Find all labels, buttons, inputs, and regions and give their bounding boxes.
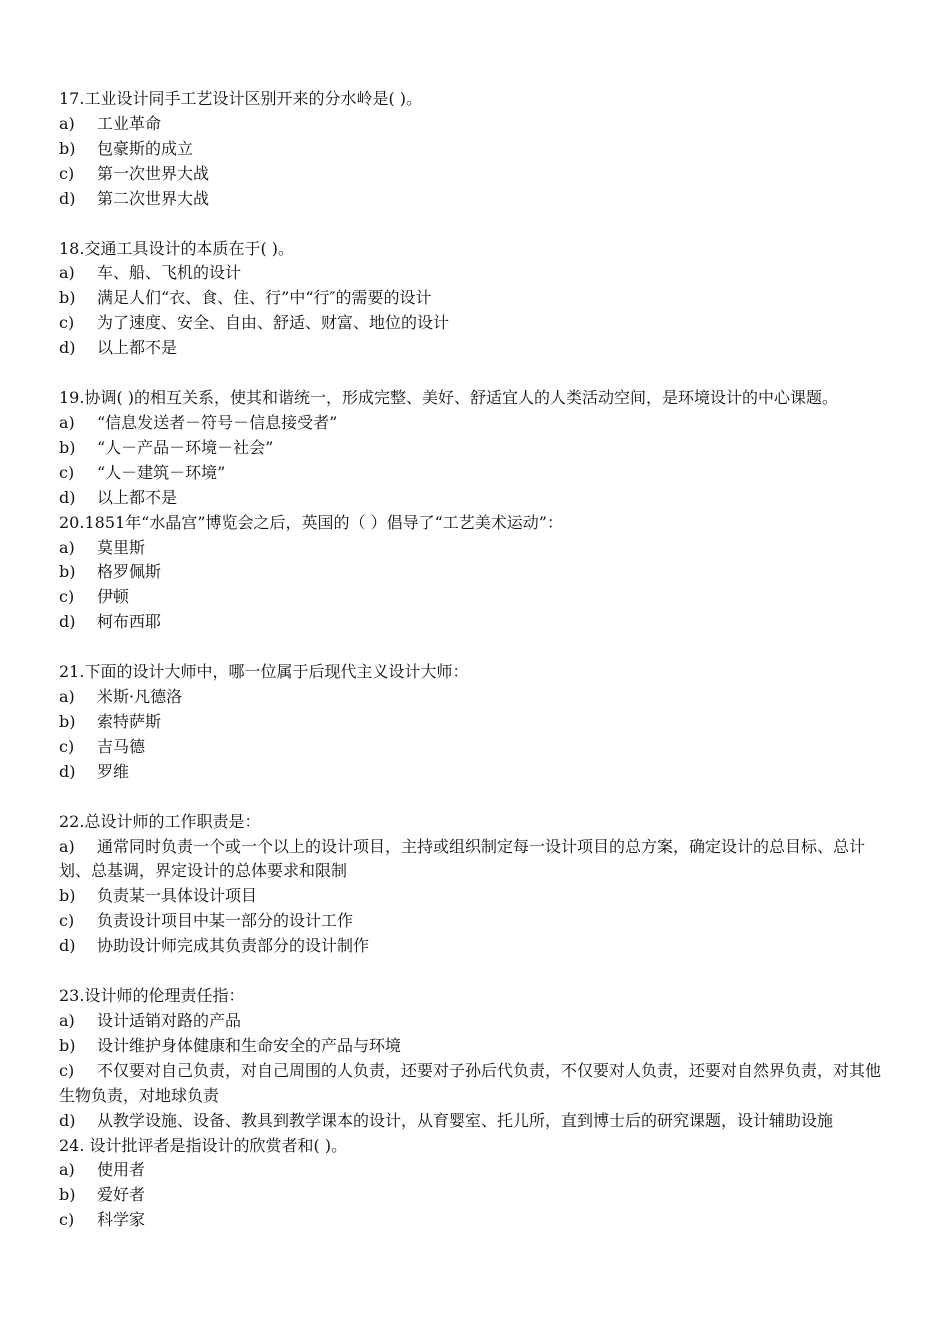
option-d (59, 610, 894, 635)
option-text: 包豪斯的成立 (97, 138, 194, 158)
option-letter: b) (59, 437, 76, 457)
question-number: 24. (59, 1135, 85, 1155)
option-letter: d) (59, 936, 76, 956)
option-a (59, 835, 894, 885)
option-letter: a) (59, 113, 75, 133)
option-letter: c) (59, 163, 75, 183)
question-stem (59, 386, 894, 411)
option-letter: a) (59, 1160, 75, 1180)
option-a (59, 112, 894, 137)
option-text: 满足人们“衣、食、住、行”中“行″的需要的设计 (97, 288, 432, 308)
option-text: 以上都不是 (97, 338, 178, 358)
option-b (59, 286, 894, 311)
option-text: 爱好者 (97, 1185, 146, 1205)
option-c (59, 1059, 894, 1109)
option-letter: d) (59, 1110, 76, 1130)
option-letter: a) (59, 836, 75, 856)
option-b (59, 884, 894, 909)
option-letter: c) (59, 1060, 75, 1080)
option-text: 米斯·凡德洛 (97, 687, 183, 707)
option-text: 负责某一具体设计项目 (97, 886, 258, 906)
option-text: 协助设计师完成其负责部分的设计制作 (97, 936, 370, 956)
option-text: 从教学设施、设备、教具到教学课本的设计，从育婴室、托儿所，直到博士后的研究课题，设计辅助设施 (97, 1110, 834, 1130)
question-number: 18. (59, 238, 85, 258)
option-c (59, 1208, 894, 1233)
option-text: 不仅要对自己负责，对自己周围的人负责，还要对子孙后代负责，不仅要对人负责，还要对自然界负责，对其他生物负责，对地球负责 (59, 1060, 882, 1105)
option-a (59, 1158, 894, 1183)
option-b (59, 436, 894, 461)
question-stem (59, 511, 894, 536)
option-a (59, 536, 894, 561)
option-letter: a) (59, 412, 75, 432)
option-letter: b) (59, 1185, 76, 1205)
question-24 (59, 1134, 894, 1234)
question-text: 交通工具设计的本质在于( )。 (84, 238, 295, 258)
option-letter: a) (59, 687, 75, 707)
question-text: 工业设计同手工艺设计区别开来的分水岭是( )。 (84, 89, 423, 108)
option-letter: b) (59, 288, 76, 308)
document-page (59, 87, 894, 1233)
option-letter: c) (59, 313, 75, 333)
option-letter: c) (59, 911, 75, 931)
question-20 (59, 511, 894, 636)
option-letter: c) (59, 736, 75, 756)
option-text: 以上都不是 (97, 487, 178, 507)
question-text: 设计批评者是指设计的欣赏者和( )。 (84, 1135, 348, 1155)
question-18 (59, 237, 894, 362)
option-text: 设计适销对路的产品 (97, 1011, 242, 1030)
option-letter: d) (59, 188, 76, 208)
question-stem (59, 87, 894, 112)
option-letter: d) (59, 612, 76, 632)
question-number: 17. (59, 89, 85, 108)
question-23 (59, 984, 894, 1133)
question-text: 1851年“水晶宫”博览会之后，英国的（ ）倡导了“工艺美术运动”： (84, 512, 563, 532)
option-b (59, 560, 894, 585)
option-text: 罗维 (97, 761, 130, 781)
option-c (59, 461, 894, 486)
question-text: 下面的设计大师中，哪一位属于后现代主义设计大师： (84, 662, 469, 682)
question-text: 协调( )的相互关系，使其和谐统一，形成完整、美好、舒适宜人的人类活动空间，是环境设计的中心课题。 (84, 388, 839, 408)
question-number: 23. (59, 986, 85, 1006)
option-d (59, 934, 894, 959)
option-letter: c) (59, 462, 75, 482)
option-letter: c) (59, 1210, 75, 1230)
option-text: 伊顿 (97, 587, 130, 607)
option-b (59, 137, 894, 162)
question-22 (59, 810, 894, 959)
question-text: 设计师的伦理责任指： (84, 986, 245, 1006)
option-d (59, 187, 894, 212)
option-letter: d) (59, 761, 76, 781)
question-stem (59, 660, 894, 685)
option-letter: d) (59, 487, 76, 507)
option-text: 使用者 (97, 1160, 146, 1180)
question-stem (59, 1134, 894, 1159)
option-d (59, 486, 894, 511)
option-a (59, 1009, 894, 1034)
option-text: 第二次世界大战 (97, 188, 210, 208)
question-17 (59, 87, 894, 212)
option-d (59, 1109, 894, 1134)
option-c (59, 735, 894, 760)
question-stem (59, 810, 894, 835)
option-letter: d) (59, 338, 76, 358)
question-number: 20. (59, 512, 85, 532)
question-stem (59, 984, 894, 1009)
option-letter: b) (59, 1035, 76, 1055)
option-b (59, 1034, 894, 1059)
option-text: 车、船、飞机的设计 (97, 263, 242, 283)
option-text: “人－建筑－环境” (97, 462, 226, 482)
option-letter: b) (59, 711, 76, 731)
option-text: 负责设计项目中某一部分的设计工作 (97, 911, 354, 931)
question-19 (59, 386, 894, 511)
option-text: 通常同时负责一个或一个以上的设计项目，主持或组织制定每一设计项目的总方案，确定设计的总目标、总计划、总基调，界定设计的总体要求和限制 (59, 836, 866, 881)
option-c (59, 311, 894, 336)
option-text: “信息发送者－符号－信息接受者” (97, 412, 338, 432)
option-text: 工业革命 (97, 113, 162, 133)
option-text: 吉马德 (97, 736, 146, 756)
question-stem (59, 237, 894, 262)
option-b (59, 1183, 894, 1208)
option-text: 第一次世界大战 (97, 163, 210, 183)
option-letter: c) (59, 587, 75, 607)
option-a (59, 261, 894, 286)
option-c (59, 162, 894, 187)
option-text: 科学家 (97, 1210, 146, 1230)
option-letter: a) (59, 537, 75, 557)
option-letter: b) (59, 562, 76, 582)
question-number: 21. (59, 662, 85, 682)
option-b (59, 710, 894, 735)
option-c (59, 585, 894, 610)
option-text: 柯布西耶 (97, 612, 162, 632)
option-letter: a) (59, 1011, 75, 1030)
option-a (59, 411, 894, 436)
option-letter: b) (59, 138, 76, 158)
option-c (59, 909, 894, 934)
option-letter: a) (59, 263, 75, 283)
option-text: 莫里斯 (97, 537, 146, 557)
question-text: 总设计师的工作职责是： (84, 811, 261, 831)
option-text: 为了速度、安全、自由、舒适、财富、地位的设计 (97, 313, 450, 333)
question-21 (59, 660, 894, 785)
option-text: “人－产品－环境－社会” (97, 437, 274, 457)
question-number: 19. (59, 388, 85, 408)
option-text: 索特萨斯 (97, 711, 162, 731)
option-letter: b) (59, 886, 76, 906)
option-d (59, 760, 894, 785)
option-text: 设计维护身体健康和生命安全的产品与环境 (97, 1035, 402, 1055)
option-text: 格罗佩斯 (97, 562, 162, 582)
option-a (59, 685, 894, 710)
question-number: 22. (59, 811, 85, 831)
option-d (59, 336, 894, 361)
